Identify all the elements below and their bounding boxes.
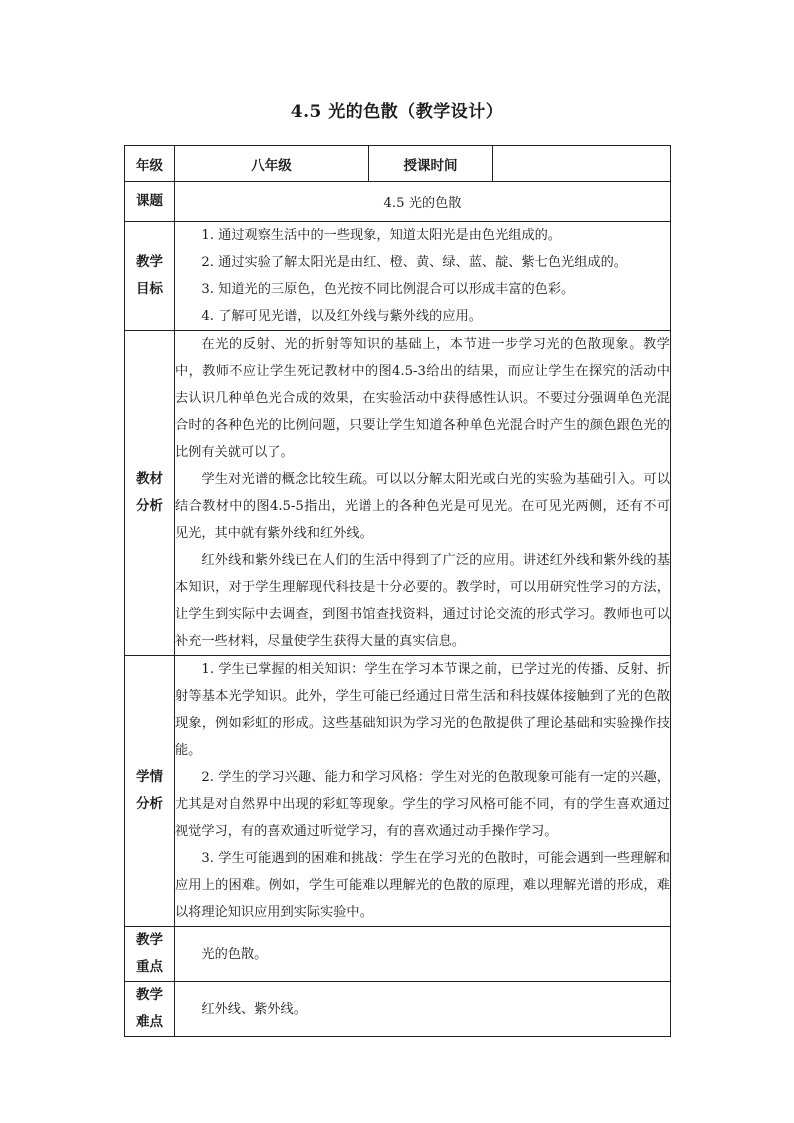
grade-label: 年级 <box>125 146 175 182</box>
objective-item: 2. 通过实验了解太阳光是由红、橙、黄、绿、蓝、靛、紫七色光组成的。 <box>201 255 627 270</box>
key-point-label-line-1: 教学 <box>136 932 163 948</box>
key-point-row <box>125 927 671 982</box>
objectives-label-line-1: 教学 <box>136 254 163 270</box>
student-label-line-1: 学情 <box>136 769 163 785</box>
material-paragraph: 学生对光谱的概念比较生疏。可以以分解太阳光或白光的实验为基础引入。可以结合教材中的图4.5-5指出，光谱上的各种色光是可见光。在可见光两侧，还有不可见光，其中就有紫外线和红外线。 <box>175 472 670 541</box>
difficult-point-label-line-2: 难点 <box>136 1014 163 1030</box>
material-paragraph: 在光的反射、光的折射等知识的基础上，本节进一步学习光的色散现象。教学中，教师不应让学生死记教材中的图4.5-3给出的结果，而应让学生在探究的活动中去认识几种单色光合成的效果，在实验活动中获得感性认识。不要过分强调单色光混合时的各种色光的比例问题，只要让学生知道各种单色光混合时产生的颜色跟色光的比例有关就可以了。 <box>175 337 670 460</box>
objectives-content <box>175 222 671 331</box>
key-point-content <box>175 927 671 982</box>
student-paragraph: 3. 学生可能遇到的困难和挑战：学生在学习光的色散时，可能会遇到一些理解和应用上的困难。例如，学生可能难以理解光的色散的原理，难以理解光谱的形成，难以将理论知识应用到实际实验中。 <box>175 851 670 920</box>
topic-value: 4.5 光的色散 <box>175 182 671 222</box>
difficult-point-content <box>175 982 671 1037</box>
topic-row <box>125 182 671 222</box>
objectives-label <box>125 222 175 331</box>
objectives-row <box>125 222 671 331</box>
student-analysis-label <box>125 656 175 927</box>
time-value <box>493 146 671 182</box>
objectives-label-line-2: 目标 <box>136 281 163 297</box>
lesson-plan-table <box>124 145 671 1037</box>
student-paragraph: 2. 学生的学习兴趣、能力和学习风格：学生对光的色散现象可能有一定的兴趣，尤其是对自然界中出现的彩虹等现象。学生的学习风格可能不同，有的学生喜欢通过视觉学习，有的喜欢通过听觉学习，有的喜欢通过动手操作学习。 <box>175 770 670 839</box>
student-analysis-row <box>125 656 671 927</box>
grade-value: 八年级 <box>175 146 369 182</box>
document-title: 4.5 光的色散（教学设计） <box>290 102 504 122</box>
material-paragraph: 红外线和紫外线已在人们的生活中得到了广泛的应用。讲述红外线和紫外线的基本知识，对于学生理解现代科技是十分必要的。教学时，可以用研究性学习的方法，让学生到实际中去调查，到图书馆查找资料，通过讨论交流的形式学习。教师也可以补充一些材料，尽量使学生获得大量的真实信息。 <box>175 553 670 649</box>
objective-item: 4. 了解可见光谱，以及红外线与紫外线的应用。 <box>201 309 482 324</box>
difficult-point-row <box>125 982 671 1037</box>
key-point-label <box>125 927 175 982</box>
student-analysis-content <box>175 656 671 927</box>
material-label-line-1: 教材 <box>136 471 163 487</box>
objective-item: 3. 知道光的三原色，色光按不同比例混合可以形成丰富的色彩。 <box>201 282 575 297</box>
difficult-point-label <box>125 982 175 1037</box>
time-label: 授课时间 <box>369 146 493 182</box>
header-row <box>125 146 671 182</box>
student-label-line-2: 分析 <box>136 796 163 812</box>
difficult-point-value: 红外线、紫外线。 <box>201 1001 307 1017</box>
material-analysis-content <box>175 331 671 656</box>
material-label-line-2: 分析 <box>136 498 163 514</box>
difficult-point-label-line-1: 教学 <box>136 987 163 1003</box>
key-point-value: 光的色散。 <box>201 946 268 962</box>
material-analysis-row <box>125 331 671 656</box>
student-paragraph: 1. 学生已掌握的相关知识：学生在学习本节课之前，已学过光的传播、反射、折射等基本光学知识。此外，学生可能已经通过日常生活和科技媒体接触到了光的色散现象，例如彩虹的形成。这些基础知识为学习光的色散提供了理论基础和实验操作技能。 <box>175 662 670 758</box>
objective-item: 1. 通过观察生活中的一些现象，知道太阳光是由色光组成的。 <box>201 228 562 243</box>
key-point-label-line-2: 重点 <box>136 959 163 975</box>
material-analysis-label <box>125 331 175 656</box>
topic-label: 课题 <box>125 182 175 222</box>
